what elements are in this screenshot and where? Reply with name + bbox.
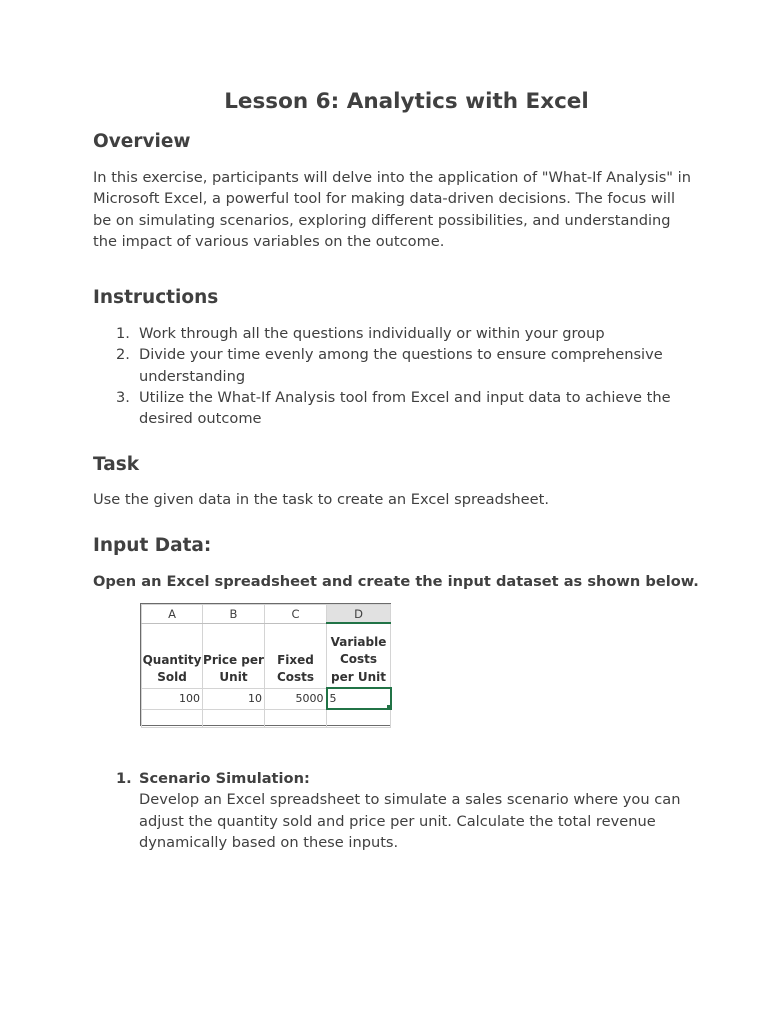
spreadsheet-table [141, 604, 392, 728]
column-letter-row [142, 605, 391, 624]
scenario-number: 1. [116, 770, 132, 787]
scenario-item [93, 768, 683, 853]
list-number: 3. [116, 388, 130, 406]
instructions-heading: Instructions [93, 287, 219, 308]
scenario-title: Scenario Simulation: [139, 770, 310, 787]
scenario-body [139, 768, 683, 853]
empty-cell [327, 709, 391, 728]
column-letter-c: C [265, 605, 327, 624]
column-letter-b: B [203, 605, 265, 624]
value-fixed-costs: 5000 [265, 688, 327, 709]
input-data-instruction: Open an Excel spreadsheet and create the input dataset as shown below. [93, 573, 699, 590]
task-heading: Task [93, 454, 140, 475]
empty-cell [265, 709, 327, 728]
empty-row [142, 709, 391, 728]
list-item-text: Utilize the What-If Analysis tool from Excel and input data to achieve the desired outcome [139, 388, 671, 428]
input-data-heading: Input Data: [93, 535, 212, 556]
instructions-list [93, 323, 683, 429]
value-variable-costs-selected [327, 688, 391, 709]
value-price-per-unit: 10 [203, 688, 265, 709]
empty-cell [142, 709, 203, 728]
column-letter-d: D [327, 605, 391, 624]
list-item [93, 387, 683, 430]
header-quantity-sold: Quantity Sold [142, 623, 203, 688]
fill-handle [386, 704, 391, 709]
scenario-text: Develop an Excel spreadsheet to simulate a sales scenario where you can adjust the quantity sold and price per unit. Calculate the total revenue dynamically based on these inputs. [139, 791, 681, 851]
header-variable-costs: Variable Costs per Unit [327, 623, 391, 688]
list-number: 2. [116, 346, 130, 364]
overview-heading: Overview [93, 131, 191, 152]
spreadsheet-screenshot [140, 603, 391, 726]
header-fixed-costs: Fixed Costs [265, 623, 327, 688]
empty-cell [203, 709, 265, 728]
page-title: Lesson 6: Analytics with Excel [224, 89, 589, 114]
value-quantity-sold: 100 [142, 688, 203, 709]
list-item [93, 323, 683, 344]
value-row [142, 688, 391, 709]
task-text: Use the given data in the task to create an Excel spreadsheet. [93, 491, 549, 508]
list-item [93, 344, 683, 387]
list-item-text: Divide your time evenly among the questions to ensure comprehensive understanding [139, 346, 663, 385]
column-letter-a: A [142, 605, 203, 624]
overview-text: In this exercise, participants will delve into the application of "What-If Analysis" in Microsoft Excel, a powerful tool for making data-driven decisions. The focus will be on simulating scenarios, exploring different possibilities, and understanding the impact of various variables on the outcome. [93, 169, 691, 250]
list-item-text: Work through all the questions individually or within your group [139, 325, 605, 342]
header-row [142, 623, 391, 688]
list-number: 1. [116, 325, 130, 342]
header-price-per-unit: Price per Unit [203, 623, 265, 688]
value-variable-costs: 5 [329, 692, 337, 705]
